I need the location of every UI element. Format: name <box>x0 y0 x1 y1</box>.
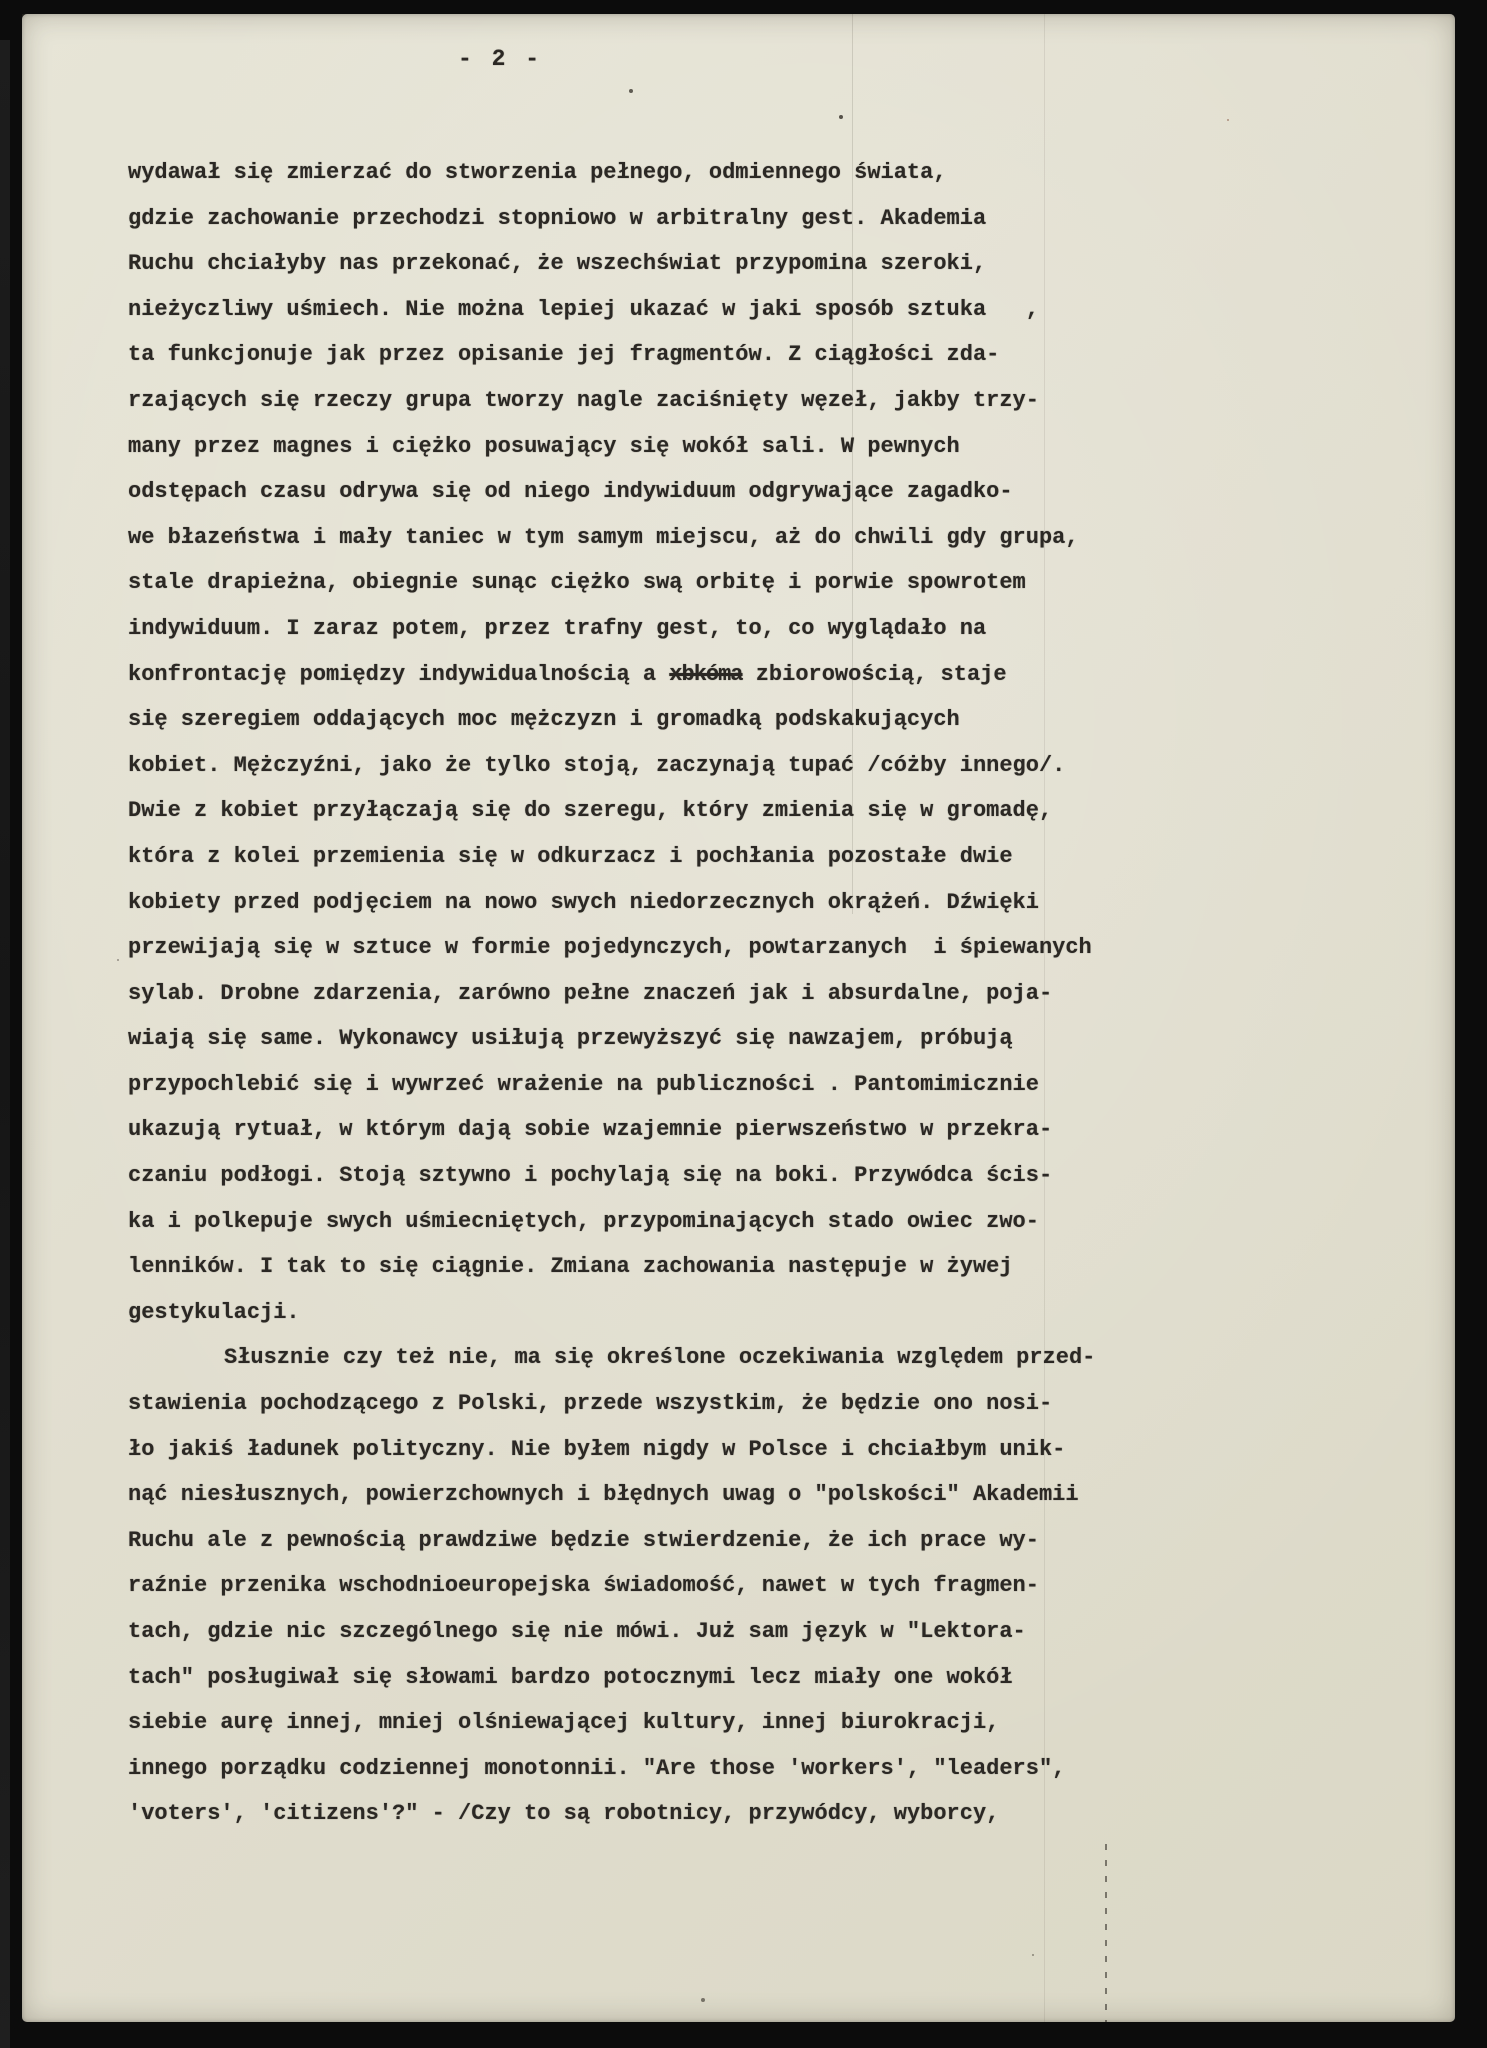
text-line: ta funkcjonuje jak przez opisanie jej fragmentów. Z ciągłości zda- <box>128 342 1000 368</box>
text-line: stawienia pochodzącego z Polski, przede wszystkim, że będzie ono nosi- <box>128 1391 1053 1417</box>
text-line: nąć niesłusznych, powierzchownych i błędnych uwag o "polskości" Akademii <box>128 1482 1079 1508</box>
text-line: lenników. I tak to się ciągnie. Zmiana zachowania następuje w żywej <box>128 1254 1013 1280</box>
text-line: rzających się rzeczy grupa tworzy nagle zaciśnięty węzeł, jakby trzy- <box>128 387 1039 413</box>
text-line: kobiet. Mężczyźni, jako że tylko stoją, zaczynają tupać /cóżby innego/. <box>128 752 1066 778</box>
text-line: ło jakiś ładunek polityczny. Nie byłem nigdy w Polsce i chciałbym unik- <box>128 1436 1066 1462</box>
text-line: 'voters', 'citizens'?" - /Czy to są robotnicy, przywódcy, wyborcy, <box>128 1801 1000 1827</box>
text-line: sylab. Drobne zdarzenia, zarówno pełne znaczeń jak i absurdalne, poja- <box>128 980 1053 1006</box>
text-line: wiają się same. Wykonawcy usiłują przewyższyć się nawzajem, próbują <box>128 1026 1013 1052</box>
struck-out-word: xbkóma <box>669 661 743 687</box>
text-line: tach, gdzie nic szczególnego się nie mówi. Już sam język w "Lektora- <box>128 1619 1026 1644</box>
text-line <box>128 652 1428 698</box>
text-line: Ruchu chciałyby nas przekonać, że wszechświat przypomina szeroki, <box>128 251 987 277</box>
text-line: raźnie przenika wschodnioeuropejska świadomość, nawet w tych fragmen- <box>128 1573 1039 1599</box>
text-line: czaniu podłogi. Stoją sztywno i pochylają się na boki. Przywódca ścis- <box>128 1163 1053 1189</box>
page-number: - 2 - <box>458 46 543 72</box>
text-line: gdzie zachowanie przechodzi stopniowo w arbitralny gest. Akademia <box>128 205 987 231</box>
text-line: stale drapieżna, obiegnie sunąc ciężko swą orbitę i porwie spowrotem <box>128 570 1026 596</box>
text-line: gestykulacji. <box>128 1299 300 1325</box>
text-line: ka i polkepuje swych uśmiecniętych, przypominających stado owiec zwo- <box>128 1208 1039 1234</box>
text-line: indywiduum. I zaraz potem, przez trafny gest, to, co wyglądało na <box>128 615 987 641</box>
text-line: Dwie z kobiet przyłączają się do szeregu, który zmienia się w gromadę, <box>128 798 1053 824</box>
text-line: która z kolei przemienia się w odkurzacz i pochłania pozostałe dwie <box>128 843 1013 869</box>
text-line: nieżyczliwy uśmiech. Nie można lepiej ukazać w jaki sposób sztuka , <box>128 296 1039 322</box>
text-line: many przez magnes i ciężko posuwający się wokół sali. W pewnych <box>128 433 960 459</box>
text-line: kobiety przed podjęciem na nowo swych niedorzecznych okrążeń. Dźwięki <box>128 889 1039 915</box>
paper-specks <box>22 14 24 16</box>
text-line: przewijają się w sztuce w formie pojedynczych, powtarzanych i śpiewanych <box>128 935 1092 961</box>
text-line: tach" posługiwał się słowami bardzo potocznymi lecz miały one wokół <box>128 1664 1013 1690</box>
text-line: Ruchu ale z pewnością prawdziwe będzie stwierdzenie, że ich prace wy- <box>128 1527 1039 1553</box>
text-segment: zbiorowością, staje <box>742 661 1007 687</box>
text-line: odstępach czasu odrywa się od niego indywiduum odgrywające zagadko- <box>128 479 1013 505</box>
text-line: ukazują rytuał, w którym dają sobie wzajemnie pierwszeństwo w przekra- <box>128 1117 1053 1143</box>
text-line: we błazeństwa i mały taniec w tym samym miejscu, aż do chwili gdy grupa, <box>128 524 1079 550</box>
document-page <box>22 14 1455 2022</box>
document-body-text <box>128 150 1428 1837</box>
scan-edge-strip <box>0 40 10 2048</box>
text-line: wydawał się zmierzać do stworzenia pełnego, odmiennego świata, <box>128 160 947 185</box>
text-line: się szeregiem oddających moc mężczyzn i gromadką podskakujących <box>128 707 960 733</box>
text-line: siebie aurę innej, mniej olśniewającej kultury, innej biurokracji, <box>128 1710 1000 1736</box>
text-line: przypochlebić się i wywrzeć wrażenie na publiczności . Pantomimicznie <box>128 1071 1039 1097</box>
text-segment: konfrontację pomiędzy indywidualnością a <box>128 661 670 687</box>
paper-fold-dashed-line <box>1105 1844 1107 2022</box>
text-line: Słusznie czy też nie, ma się określone oczekiwania względem przed- <box>224 1345 1096 1371</box>
text-line: innego porządku codziennej monotonnii. "Are those 'workers', "leaders", <box>128 1755 1066 1781</box>
